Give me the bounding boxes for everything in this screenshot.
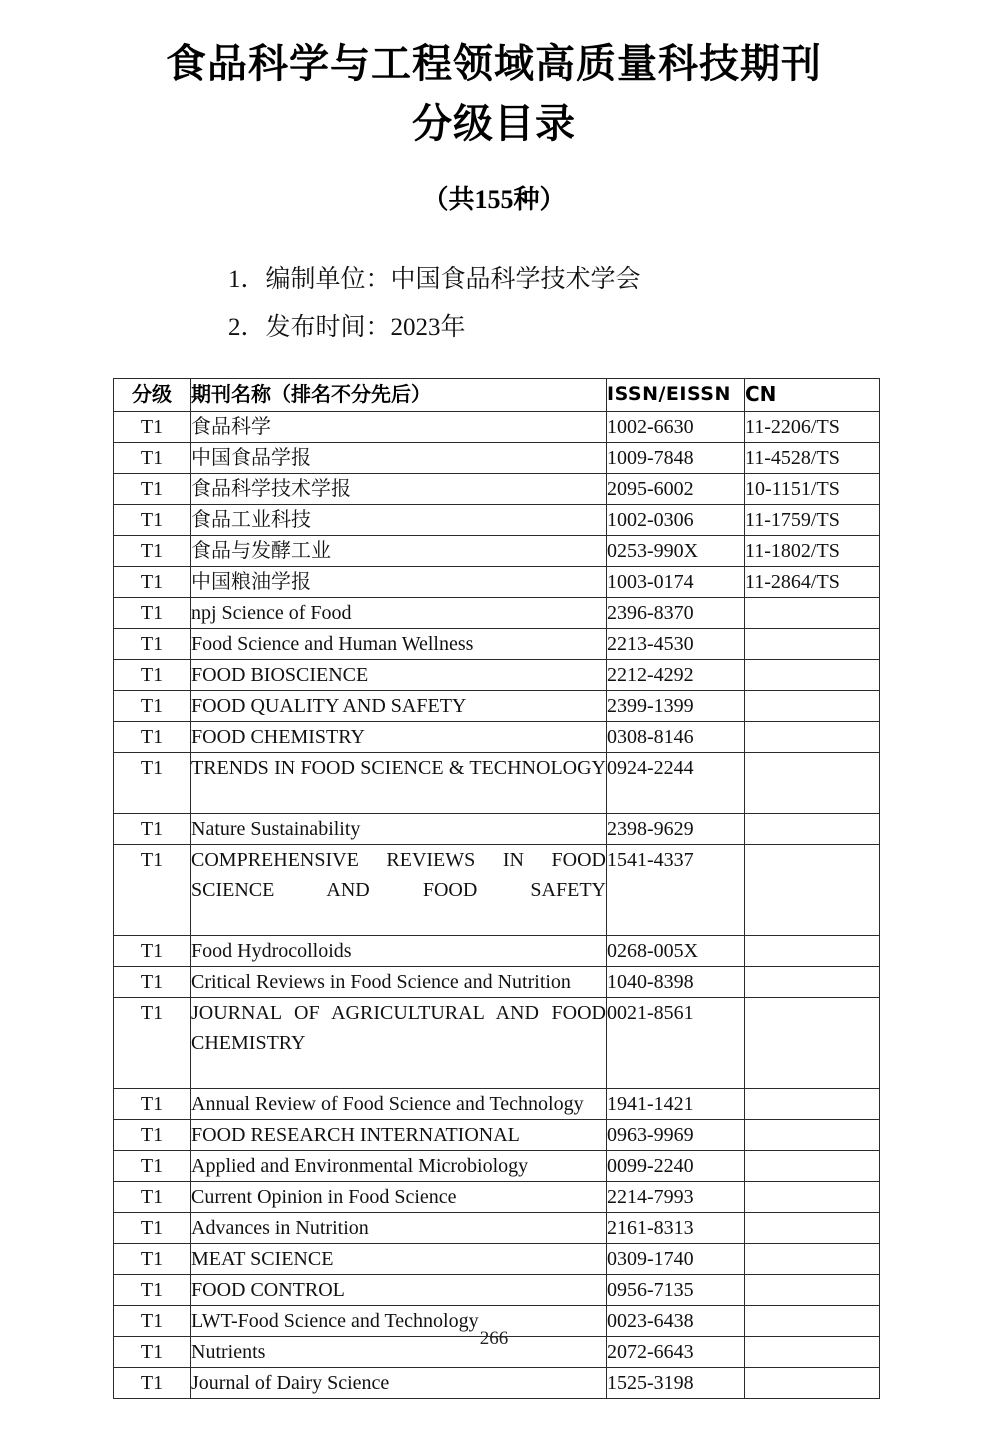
cell-rank: T1 bbox=[114, 1120, 191, 1151]
cell-rank: T1 bbox=[114, 412, 191, 443]
cell-journal-name: Food Science and Human Wellness bbox=[191, 629, 607, 660]
journal-name-text: JOURNAL OF AGRICULTURAL AND FOOD CHEMISTRY bbox=[191, 1002, 606, 1054]
table-row bbox=[114, 1182, 880, 1213]
cell-rank: T1 bbox=[114, 629, 191, 660]
cell-journal-name: 食品科学 bbox=[191, 412, 607, 443]
cell-cn bbox=[745, 1275, 880, 1306]
column-header-journal-name: 期刊名称（排名不分先后） bbox=[191, 379, 607, 412]
cell-rank: T1 bbox=[114, 1089, 191, 1120]
table-row bbox=[114, 598, 880, 629]
cell-rank: T1 bbox=[114, 814, 191, 845]
cell-journal-name: Applied and Environmental Microbiology bbox=[191, 1151, 607, 1182]
cell-rank: T1 bbox=[114, 598, 191, 629]
cell-cn: 10-1151/TS bbox=[745, 474, 880, 505]
cell-issn: 2399-1399 bbox=[607, 691, 745, 722]
cell-cn bbox=[745, 722, 880, 753]
cell-journal-name bbox=[191, 998, 607, 1089]
cell-issn: 1002-0306 bbox=[607, 505, 745, 536]
cell-issn: 1941-1421 bbox=[607, 1089, 745, 1120]
cell-journal-name: 中国粮油学报 bbox=[191, 567, 607, 598]
cell-issn: 0021-8561 bbox=[607, 998, 745, 1089]
page-subtitle: （共155种） bbox=[422, 185, 566, 214]
cell-rank: T1 bbox=[114, 1337, 191, 1368]
cell-cn bbox=[745, 967, 880, 998]
cell-rank: T1 bbox=[114, 1244, 191, 1275]
table-row bbox=[114, 1368, 880, 1399]
cell-journal-name: FOOD RESEARCH INTERNATIONAL bbox=[191, 1120, 607, 1151]
cell-journal-name: 食品工业科技 bbox=[191, 505, 607, 536]
cell-cn bbox=[745, 660, 880, 691]
cell-cn bbox=[745, 629, 880, 660]
cell-cn bbox=[745, 1244, 880, 1275]
cell-cn bbox=[745, 998, 880, 1089]
cell-rank: T1 bbox=[114, 936, 191, 967]
cell-issn: 0924-2244 bbox=[607, 753, 745, 814]
cell-cn bbox=[745, 1368, 880, 1399]
cell-cn bbox=[745, 1213, 880, 1244]
cell-rank: T1 bbox=[114, 967, 191, 998]
cell-cn bbox=[745, 1089, 880, 1120]
cell-issn: 2095-6002 bbox=[607, 474, 745, 505]
cell-issn: 2072-6643 bbox=[607, 1337, 745, 1368]
cell-issn: 0099-2240 bbox=[607, 1151, 745, 1182]
cell-cn: 11-1759/TS bbox=[745, 505, 880, 536]
table-body bbox=[114, 412, 880, 1399]
document-meta-block bbox=[0, 256, 988, 352]
cell-cn bbox=[745, 1120, 880, 1151]
cell-cn: 11-2864/TS bbox=[745, 567, 880, 598]
cell-rank: T1 bbox=[114, 1368, 191, 1399]
table-row bbox=[114, 443, 880, 474]
cell-rank: T1 bbox=[114, 567, 191, 598]
table-row bbox=[114, 998, 880, 1089]
cell-issn: 2396-8370 bbox=[607, 598, 745, 629]
cell-issn: 2213-4530 bbox=[607, 629, 745, 660]
cell-journal-name: LWT-Food Science and Technology bbox=[191, 1306, 607, 1337]
table-row bbox=[114, 567, 880, 598]
table-row bbox=[114, 412, 880, 443]
cell-rank: T1 bbox=[114, 1213, 191, 1244]
cell-cn bbox=[745, 814, 880, 845]
cell-issn: 1040-8398 bbox=[607, 967, 745, 998]
cell-issn: 2212-4292 bbox=[607, 660, 745, 691]
cell-rank: T1 bbox=[114, 722, 191, 753]
table-row bbox=[114, 814, 880, 845]
table-row bbox=[114, 691, 880, 722]
cell-cn bbox=[745, 598, 880, 629]
table-row bbox=[114, 1213, 880, 1244]
cell-issn: 0309-1740 bbox=[607, 1244, 745, 1275]
cell-journal-name: 食品科学技术学报 bbox=[191, 474, 607, 505]
cell-rank: T1 bbox=[114, 660, 191, 691]
page-title-line1: 食品科学与工程领域高质量科技期刊 bbox=[166, 41, 822, 86]
cell-journal-name: FOOD CONTROL bbox=[191, 1275, 607, 1306]
cell-issn: 0023-6438 bbox=[607, 1306, 745, 1337]
table-header-row bbox=[114, 379, 880, 412]
cell-cn bbox=[745, 1182, 880, 1213]
cell-issn: 2214-7993 bbox=[607, 1182, 745, 1213]
cell-cn bbox=[745, 691, 880, 722]
cell-journal-name: FOOD CHEMISTRY bbox=[191, 722, 607, 753]
journal-name-text: TRENDS IN FOOD SCIENCE & TECHNOLOGY bbox=[191, 757, 606, 779]
cell-rank: T1 bbox=[114, 1151, 191, 1182]
cell-journal-name: Current Opinion in Food Science bbox=[191, 1182, 607, 1213]
cell-journal-name: FOOD QUALITY AND SAFETY bbox=[191, 691, 607, 722]
cell-journal-name: npj Science of Food bbox=[191, 598, 607, 629]
cell-rank: T1 bbox=[114, 753, 191, 814]
cell-issn: 1009-7848 bbox=[607, 443, 745, 474]
cell-journal-name: Annual Review of Food Science and Technology bbox=[191, 1089, 607, 1120]
cell-issn: 0308-8146 bbox=[607, 722, 745, 753]
cell-issn: 0956-7135 bbox=[607, 1275, 745, 1306]
table-row bbox=[114, 660, 880, 691]
cell-issn: 1003-0174 bbox=[607, 567, 745, 598]
cell-issn: 0268-005X bbox=[607, 936, 745, 967]
page-title-line2: 分级目录 bbox=[412, 101, 576, 146]
cell-journal-name: MEAT SCIENCE bbox=[191, 1244, 607, 1275]
cell-rank: T1 bbox=[114, 443, 191, 474]
table-row bbox=[114, 1244, 880, 1275]
cell-cn bbox=[745, 1151, 880, 1182]
cell-cn: 11-2206/TS bbox=[745, 412, 880, 443]
cell-issn: 1525-3198 bbox=[607, 1368, 745, 1399]
table-header bbox=[114, 379, 880, 412]
cell-cn bbox=[745, 845, 880, 936]
cell-rank: T1 bbox=[114, 845, 191, 936]
table-row bbox=[114, 845, 880, 936]
cell-journal-name bbox=[191, 845, 607, 936]
cell-journal-name bbox=[191, 753, 607, 814]
cell-cn bbox=[745, 753, 880, 814]
cell-rank: T1 bbox=[114, 505, 191, 536]
cell-rank: T1 bbox=[114, 536, 191, 567]
cell-journal-name: Advances in Nutrition bbox=[191, 1213, 607, 1244]
page-number: 266 bbox=[479, 1328, 509, 1349]
cell-rank: T1 bbox=[114, 474, 191, 505]
table-row bbox=[114, 1089, 880, 1120]
table-row bbox=[114, 474, 880, 505]
cell-journal-name: Journal of Dairy Science bbox=[191, 1368, 607, 1399]
table-row bbox=[114, 505, 880, 536]
cell-cn bbox=[745, 936, 880, 967]
meta-line-compiler: 1．编制单位：中国食品科学技术学会 bbox=[228, 266, 641, 293]
cell-issn: 1002-6630 bbox=[607, 412, 745, 443]
cell-issn: 0963-9969 bbox=[607, 1120, 745, 1151]
cell-cn: 11-1802/TS bbox=[745, 536, 880, 567]
cell-rank: T1 bbox=[114, 691, 191, 722]
cell-journal-name: Critical Reviews in Food Science and Nutrition bbox=[191, 967, 607, 998]
journal-name-text: COMPREHENSIVE REVIEWS IN FOOD SCIENCE AND FOOD SAFETY bbox=[191, 849, 606, 901]
table-row bbox=[114, 722, 880, 753]
table-row bbox=[114, 1151, 880, 1182]
cell-issn: 2398-9629 bbox=[607, 814, 745, 845]
table-row bbox=[114, 967, 880, 998]
cell-cn: 11-4528/TS bbox=[745, 443, 880, 474]
cell-journal-name: Food Hydrocolloids bbox=[191, 936, 607, 967]
cell-rank: T1 bbox=[114, 998, 191, 1089]
cell-journal-name: 食品与发酵工业 bbox=[191, 536, 607, 567]
cell-rank: T1 bbox=[114, 1182, 191, 1213]
cell-journal-name: Nature Sustainability bbox=[191, 814, 607, 845]
table-row bbox=[114, 753, 880, 814]
table-row bbox=[114, 1275, 880, 1306]
table-row bbox=[114, 536, 880, 567]
journal-table-wrapper bbox=[113, 378, 879, 1399]
journal-table bbox=[113, 378, 880, 1399]
column-header-rank: 分级 bbox=[114, 379, 191, 412]
cell-rank: T1 bbox=[114, 1306, 191, 1337]
column-header-issn: ISSN/EISSN bbox=[607, 379, 745, 412]
cell-issn: 2161-8313 bbox=[607, 1213, 745, 1244]
cell-journal-name: 中国食品学报 bbox=[191, 443, 607, 474]
cell-journal-name: Nutrients bbox=[191, 1337, 607, 1368]
table-row bbox=[114, 1120, 880, 1151]
column-header-cn: CN bbox=[745, 379, 880, 412]
cell-issn: 0253-990X bbox=[607, 536, 745, 567]
cell-journal-name: FOOD BIOSCIENCE bbox=[191, 660, 607, 691]
table-row bbox=[114, 629, 880, 660]
table-row bbox=[114, 936, 880, 967]
cell-issn: 1541-4337 bbox=[607, 845, 745, 936]
meta-line-publish-date: 2．发布时间：2023年 bbox=[228, 314, 466, 341]
cell-rank: T1 bbox=[114, 1275, 191, 1306]
